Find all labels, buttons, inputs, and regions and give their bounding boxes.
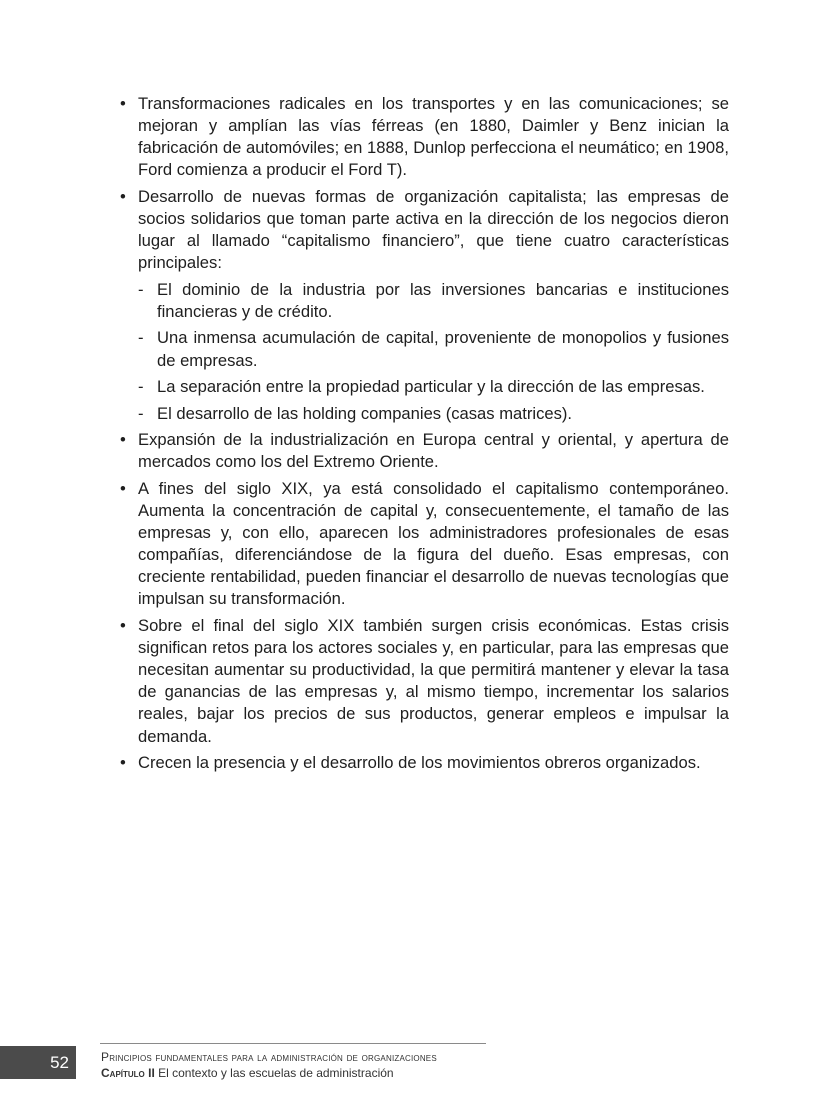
chapter-line xyxy=(101,1065,437,1081)
sub-bullet-item xyxy=(118,279,729,323)
footer-divider xyxy=(100,1043,486,1044)
bullet-item xyxy=(118,615,729,748)
bullet-item xyxy=(118,186,729,274)
sub-bullet-item xyxy=(118,403,729,425)
chapter-title: El contexto y las escuelas de administración xyxy=(158,1066,394,1080)
bullet-marker: • xyxy=(120,430,126,450)
sub-bullet-text: La separación entre la propiedad particular y la dirección de las empresas. xyxy=(157,377,705,397)
bullet-text: Expansión de la industrialización en Europa central y oriental, y apertura de mercados como los del Extremo Oriente. xyxy=(138,430,729,472)
bullet-item xyxy=(118,752,729,774)
bullet-text: Crecen la presencia y el desarrollo de los movimientos obreros organizados. xyxy=(138,753,701,773)
main-content xyxy=(118,93,729,779)
bullet-item xyxy=(118,429,729,473)
bullet-text: A fines del siglo XIX, ya está consolidado el capitalismo contemporáneo. Aumenta la concentración de capital y, consecuentemente, el tamaño de las empresas y, con ello, aparecen los administradores profesionales de esas compañías, diferenciándose de la figura del dueño. Esas empresas, con creciente rentabilidad, pueden financiar el desarrollo de nuevas tecnologías que impulsan su transformación. xyxy=(138,479,729,609)
bullet-item xyxy=(118,478,729,611)
sub-bullet-item xyxy=(118,376,729,398)
running-footer xyxy=(101,1049,437,1081)
sub-bullet-text: El dominio de la industria por las inversiones bancarias e instituciones financieras y de crédito. xyxy=(157,279,729,321)
bullet-marker: • xyxy=(120,753,126,773)
sub-bullet-text: El desarrollo de las holding companies (casas matrices). xyxy=(157,403,573,423)
dash-marker: - xyxy=(138,279,144,299)
chapter-label: Capítulo II xyxy=(101,1066,155,1080)
bullet-text: Sobre el final del siglo XIX también surgen crisis económicas. Estas crisis significan retos para los actores sociales y, en particular, para las empresas que necesitan aumentar su productividad, la que permitirá mantener y elevar la tasa de ganancias de las empresas y, al mismo tiempo, incrementar los salarios reales, bajar los precios de sus productos, generar empleos e impulsar la demanda. xyxy=(138,616,729,746)
bullet-marker: • xyxy=(120,186,126,206)
book-title: Principios fundamentales para la administración de organizaciones xyxy=(101,1050,437,1064)
sub-bullet-item xyxy=(118,327,729,371)
bullet-text: Desarrollo de nuevas formas de organización capitalista; las empresas de socios solidarios que toman parte activa en la dirección de los negocios dieron lugar al llamado “capitalismo financiero”, que tiene cuatro características principales: xyxy=(138,186,729,273)
bullet-marker: • xyxy=(120,94,126,113)
page-number: 52 xyxy=(0,1046,76,1079)
bullet-marker: • xyxy=(120,479,126,498)
sub-bullet-text: Una inmensa acumulación de capital, proveniente de monopolios y fusiones de empresas. xyxy=(157,328,729,370)
bullet-marker: • xyxy=(120,616,126,636)
dash-marker: - xyxy=(138,328,144,348)
dash-marker: - xyxy=(138,377,144,397)
bullet-item xyxy=(118,93,729,181)
bullet-text: Transformaciones radicales en los transportes y en las comunicaciones; se mejoran y amplían las vías férreas (en 1880, Daimler y Benz inician la fabricación de automóviles; en 1888, Dunlop perfecciona el neumático; en 1908, Ford comienza a producir el Ford T). xyxy=(138,94,729,180)
dash-marker: - xyxy=(138,403,144,423)
